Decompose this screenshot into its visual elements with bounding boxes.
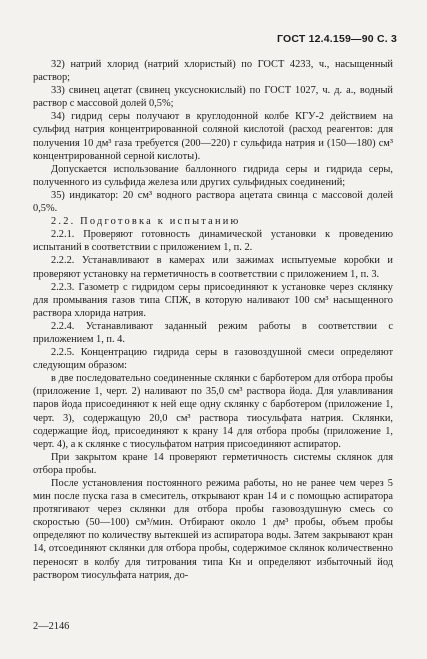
paragraph-2-2-1: 2.2.1. Проверяют готовность динамической установки к проведению испытаний в соответствии с приложением 1, п. 2. — [33, 229, 393, 254]
paragraph-2-2-2: 2.2.2. Устанавливают в камерах или зажимах испытуемые коробки и проверяют установку на герметичность в соответствии с приложением 1, п. 3. — [33, 255, 393, 280]
paragraph-item-33: 33) свинец ацетат (свинец уксуснокислый) по ГОСТ 1027, ч. д. а., водный раствор с массовой долей 0,5%; — [33, 85, 393, 110]
paragraph-item-35: 35) индикатор: 20 см³ водного раствора ацетата свинца с массовой долей 0,5%. — [33, 189, 393, 215]
document-body — [33, 58, 393, 582]
page-header: ГОСТ 12.4.159—90 С. 3 — [276, 33, 397, 45]
section-heading-2-2: 2.2. Подготовка к испытанию — [51, 216, 241, 228]
paragraph-sampling-setup: в две последовательно соединенные склянки с барботером для отбора пробы (приложение 1, черт. 2) наливают по 35,0 см³ раствора йода. Для улавливания паров йода присоединяют к ней еще одну склянку с барботером (приложение 1, черт. 3), содержащую 20,0 см³ раствора тиосульфата натрия. Склянки, содержащие йод, присоединяют к крану 14 для отбора пробы (приложение 1, черт. 4), а к склянке с тиосульфатом натрия присоединяют аспиратор. — [33, 373, 393, 450]
footer-signature-mark: 2—2146 — [33, 621, 70, 632]
paragraph-2-2-3: 2.2.3. Газометр с гидридом серы присоединяют к установке через склянку для промывания газов типа СПЖ, в которую наливают 100 см³ насыщенного раствора хлорида натрия. — [33, 281, 393, 319]
paragraph-tightness-check: При закрытом кране 14 проверяют герметичность системы склянок для отбора пробы. — [33, 451, 393, 476]
paragraph-allowance-note: Допускается использование баллонного гидрида серы и гидрида серы, полученного из сульфида железа или других сульфидных соединений; — [33, 163, 393, 188]
paragraph-item-34: 34) гидрид серы получают в круглодонной колбе КГУ-2 действием на сульфид натрия концентрированной соляной кислотой (расход реагентов: для получения 10 дм³ газа требуется (200—220) г сульфида натрия и (150—180) см³ концентрированной серной кислоты). — [33, 111, 393, 162]
paragraph-sampling-procedure: После установления постоянного режима работы, но не ранее чем через 5 мин после пуска газа в смеситель, открывают кран 14 и с помощью аспиратора протягивают через склянки для отбора пробы газовоздушную смесь со скоростью (50—100) см³/мин. Отбирают около 1 дм³ пробы, объем пробы определяют по количеству вытекшей из аспиратора воды. Затем закрывают кран 14, отсоединяют склянки для отбора пробы, содержимое склянок количественно переносят в колбу для титрования типа Кн и определяют избыточный йод раствором тиосульфата натрия, до- — [33, 478, 393, 581]
paragraph-item-32: 32) натрий хлорид (натрий хлористый) по ГОСТ 4233, ч., насыщенный раствор; — [33, 59, 393, 84]
paragraph-2-2-4: 2.2.4. Устанавливают заданный режим работы в соответствии с приложением 1, п. 4. — [33, 320, 393, 345]
paragraph-2-2-5: 2.2.5. Концентрацию гидрида серы в газовоздушной смеси определяют следующим образом: — [33, 347, 393, 372]
